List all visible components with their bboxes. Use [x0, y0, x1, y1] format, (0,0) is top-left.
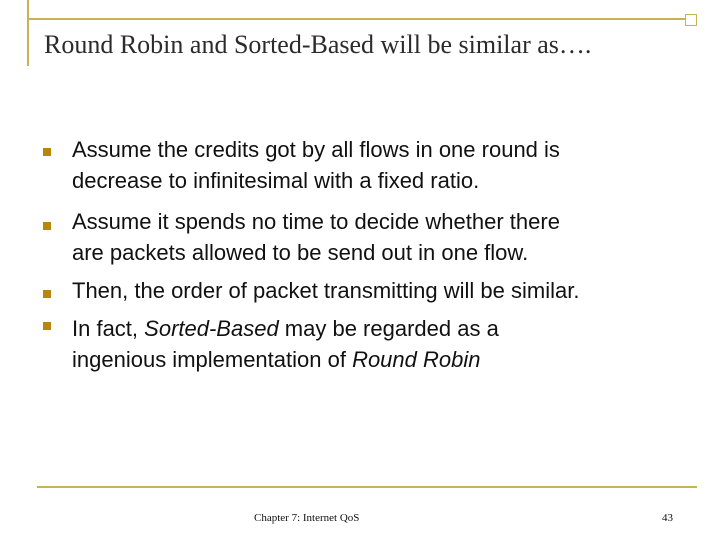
bullet-text: [72, 313, 692, 375]
page-number: 43: [662, 512, 673, 524]
text-run: In fact,: [72, 316, 145, 341]
slide-title: Round Robin and Sorted-Based will be similar as….: [44, 30, 592, 59]
bullet-text: [72, 134, 692, 196]
footer-chapter: Chapter 7: Internet QoS: [254, 512, 360, 524]
bullet-line: [72, 313, 692, 344]
frame-vertical-rule: [27, 0, 29, 66]
bullet-text: [72, 206, 692, 268]
bullet-line: Assume it spends no time to decide whether there: [72, 209, 560, 234]
text-run: ingenious implementation of: [72, 347, 353, 372]
bullet-line: Assume the credits got by all flows in one round is: [72, 137, 560, 162]
emphasis-round-robin: Round Robin: [352, 347, 481, 372]
frame-corner-square: [685, 14, 697, 26]
text-run: may be regarded as a: [278, 316, 499, 341]
bullet-square-icon: [43, 222, 51, 230]
bullet-line: decrease to infinitesimal with a fixed ratio.: [72, 168, 480, 193]
emphasis-sorted-based: Sorted-Based: [144, 316, 279, 341]
bullet-square-icon: [43, 148, 51, 156]
bullet-line: [72, 344, 692, 375]
frame-horizontal-rule: [27, 18, 697, 20]
bullet-square-icon: [43, 290, 51, 298]
bullet-square-icon: [43, 322, 51, 330]
bullet-text: [72, 275, 692, 306]
bullet-line: Then, the order of packet transmitting will be similar.: [72, 278, 580, 303]
bullet-line: are packets allowed to be send out in one flow.: [72, 240, 529, 265]
footer-rule: [37, 486, 697, 488]
